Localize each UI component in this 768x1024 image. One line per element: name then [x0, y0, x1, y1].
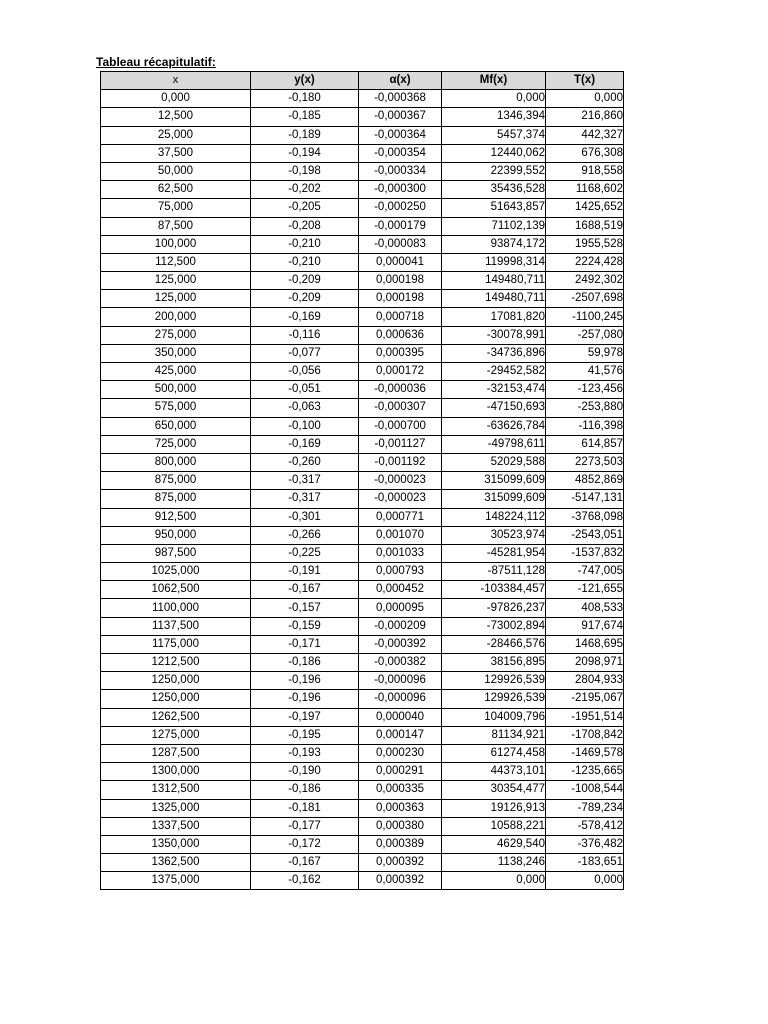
table-row — [101, 144, 624, 162]
cell-alpha: -0,000023 — [359, 490, 442, 508]
cell-alpha: 0,000198 — [359, 290, 442, 308]
table-title: Tableau récapitulatif: — [96, 55, 216, 69]
cell-y: -0,169 — [251, 308, 359, 326]
cell-mf: 12440,062 — [442, 144, 546, 162]
cell-alpha: 0,001070 — [359, 526, 442, 544]
cell-alpha: -0,000250 — [359, 199, 442, 217]
table-row — [101, 708, 624, 726]
cell-x: 112,500 — [101, 253, 251, 271]
cell-x: 0,000 — [101, 90, 251, 108]
cell-t: -2507,698 — [546, 290, 624, 308]
cell-t: 917,674 — [546, 617, 624, 635]
cell-x: 987,500 — [101, 544, 251, 562]
table-row — [101, 599, 624, 617]
cell-alpha: 0,000392 — [359, 872, 442, 890]
cell-y: -0,189 — [251, 126, 359, 144]
table-row — [101, 854, 624, 872]
table-row — [101, 763, 624, 781]
cell-t: 59,978 — [546, 344, 624, 362]
table-header-row — [101, 72, 624, 90]
cell-alpha: 0,000198 — [359, 272, 442, 290]
cell-alpha: 0,000363 — [359, 799, 442, 817]
cell-alpha: 0,000771 — [359, 508, 442, 526]
cell-x: 87,500 — [101, 217, 251, 235]
table-row — [101, 817, 624, 835]
table-row — [101, 672, 624, 690]
cell-y: -0,208 — [251, 217, 359, 235]
table-row — [101, 872, 624, 890]
cell-y: -0,167 — [251, 854, 359, 872]
table-row — [101, 453, 624, 471]
cell-y: -0,194 — [251, 144, 359, 162]
column-header-x: x — [101, 72, 251, 90]
cell-t: 442,327 — [546, 126, 624, 144]
table-row — [101, 654, 624, 672]
cell-mf: 1346,394 — [442, 108, 546, 126]
cell-t: 1168,602 — [546, 181, 624, 199]
cell-alpha: -0,000700 — [359, 417, 442, 435]
cell-t: -121,655 — [546, 581, 624, 599]
cell-y: -0,056 — [251, 363, 359, 381]
cell-t: 0,000 — [546, 872, 624, 890]
cell-mf: 129926,539 — [442, 690, 546, 708]
cell-y: -0,195 — [251, 726, 359, 744]
cell-t: 2224,428 — [546, 253, 624, 271]
cell-x: 950,000 — [101, 526, 251, 544]
cell-y: -0,100 — [251, 417, 359, 435]
cell-mf: 149480,711 — [442, 272, 546, 290]
cell-t: -578,412 — [546, 817, 624, 835]
cell-x: 1337,500 — [101, 817, 251, 835]
cell-y: -0,210 — [251, 235, 359, 253]
cell-x: 1275,000 — [101, 726, 251, 744]
cell-mf: 129926,539 — [442, 672, 546, 690]
cell-mf: 51643,857 — [442, 199, 546, 217]
table-row — [101, 381, 624, 399]
cell-y: -0,260 — [251, 453, 359, 471]
cell-t: -789,234 — [546, 799, 624, 817]
cell-x: 75,000 — [101, 199, 251, 217]
cell-alpha: 0,000718 — [359, 308, 442, 326]
cell-alpha: 0,000380 — [359, 817, 442, 835]
cell-y: -0,063 — [251, 399, 359, 417]
cell-y: -0,202 — [251, 181, 359, 199]
cell-t: 1468,695 — [546, 635, 624, 653]
cell-alpha: -0,000096 — [359, 672, 442, 690]
cell-y: -0,171 — [251, 635, 359, 653]
cell-t: -1469,578 — [546, 744, 624, 762]
cell-mf: 93874,172 — [442, 235, 546, 253]
cell-alpha: -0,000364 — [359, 126, 442, 144]
cell-x: 1250,000 — [101, 690, 251, 708]
cell-t: 216,860 — [546, 108, 624, 126]
table-row — [101, 490, 624, 508]
table-row — [101, 326, 624, 344]
cell-mf: 104009,796 — [442, 708, 546, 726]
cell-mf: -32153,474 — [442, 381, 546, 399]
cell-t: 2273,503 — [546, 453, 624, 471]
cell-alpha: 0,001033 — [359, 544, 442, 562]
column-header-t: T(x) — [546, 72, 624, 90]
cell-y: -0,190 — [251, 763, 359, 781]
cell-t: 676,308 — [546, 144, 624, 162]
cell-alpha: -0,000367 — [359, 108, 442, 126]
cell-y: -0,266 — [251, 526, 359, 544]
cell-x: 1025,000 — [101, 563, 251, 581]
cell-x: 1300,000 — [101, 763, 251, 781]
cell-x: 200,000 — [101, 308, 251, 326]
cell-mf: 148224,112 — [442, 508, 546, 526]
cell-alpha: 0,000291 — [359, 763, 442, 781]
cell-t: -123,456 — [546, 381, 624, 399]
cell-mf: -97826,237 — [442, 599, 546, 617]
cell-mf: 1138,246 — [442, 854, 546, 872]
table-row — [101, 181, 624, 199]
cell-alpha: 0,000172 — [359, 363, 442, 381]
cell-y: -0,167 — [251, 581, 359, 599]
cell-alpha: -0,001127 — [359, 435, 442, 453]
cell-x: 425,000 — [101, 363, 251, 381]
cell-t: -1537,832 — [546, 544, 624, 562]
cell-x: 37,500 — [101, 144, 251, 162]
cell-alpha: -0,000382 — [359, 654, 442, 672]
cell-t: 1425,652 — [546, 199, 624, 217]
cell-x: 100,000 — [101, 235, 251, 253]
cell-y: -0,157 — [251, 599, 359, 617]
cell-mf: -30078,991 — [442, 326, 546, 344]
cell-x: 50,000 — [101, 162, 251, 180]
table-row — [101, 417, 624, 435]
cell-y: -0,198 — [251, 162, 359, 180]
cell-mf: 30354,477 — [442, 781, 546, 799]
cell-t: 2492,302 — [546, 272, 624, 290]
cell-alpha: 0,000147 — [359, 726, 442, 744]
cell-x: 725,000 — [101, 435, 251, 453]
column-header-alpha: α(x) — [359, 72, 442, 90]
cell-t: -1708,842 — [546, 726, 624, 744]
cell-y: -0,210 — [251, 253, 359, 271]
cell-t: 614,857 — [546, 435, 624, 453]
cell-x: 1175,000 — [101, 635, 251, 653]
cell-alpha: -0,001192 — [359, 453, 442, 471]
cell-y: -0,209 — [251, 272, 359, 290]
cell-t: 408,533 — [546, 599, 624, 617]
cell-alpha: -0,000392 — [359, 635, 442, 653]
cell-t: -747,005 — [546, 563, 624, 581]
cell-x: 125,000 — [101, 272, 251, 290]
cell-alpha: 0,000230 — [359, 744, 442, 762]
cell-t: -253,880 — [546, 399, 624, 417]
cell-x: 575,000 — [101, 399, 251, 417]
cell-mf: 61274,458 — [442, 744, 546, 762]
cell-x: 1137,500 — [101, 617, 251, 635]
table-row — [101, 744, 624, 762]
cell-t: -257,080 — [546, 326, 624, 344]
table-row — [101, 726, 624, 744]
cell-y: -0,186 — [251, 654, 359, 672]
cell-t: 2098,971 — [546, 654, 624, 672]
cell-mf: 4629,540 — [442, 835, 546, 853]
cell-alpha: -0,000334 — [359, 162, 442, 180]
cell-x: 275,000 — [101, 326, 251, 344]
cell-x: 350,000 — [101, 344, 251, 362]
table-row — [101, 435, 624, 453]
column-header-y: y(x) — [251, 72, 359, 90]
table-row — [101, 308, 624, 326]
cell-x: 1100,000 — [101, 599, 251, 617]
cell-alpha: 0,000040 — [359, 708, 442, 726]
table-row — [101, 563, 624, 581]
cell-x: 1350,000 — [101, 835, 251, 853]
cell-alpha: 0,000392 — [359, 854, 442, 872]
table-row — [101, 253, 624, 271]
cell-x: 500,000 — [101, 381, 251, 399]
table-row — [101, 290, 624, 308]
cell-t: -116,398 — [546, 417, 624, 435]
table-row — [101, 581, 624, 599]
cell-mf: -45281,954 — [442, 544, 546, 562]
cell-t: 41,576 — [546, 363, 624, 381]
cell-x: 62,500 — [101, 181, 251, 199]
table-row — [101, 363, 624, 381]
cell-alpha: 0,000636 — [359, 326, 442, 344]
cell-t: -376,482 — [546, 835, 624, 853]
cell-x: 912,500 — [101, 508, 251, 526]
cell-mf: 35436,528 — [442, 181, 546, 199]
cell-alpha: -0,000096 — [359, 690, 442, 708]
cell-y: -0,180 — [251, 90, 359, 108]
cell-x: 875,000 — [101, 472, 251, 490]
cell-alpha: 0,000793 — [359, 563, 442, 581]
cell-y: -0,205 — [251, 199, 359, 217]
cell-alpha: -0,000036 — [359, 381, 442, 399]
table-row — [101, 272, 624, 290]
cell-alpha: 0,000041 — [359, 253, 442, 271]
cell-mf: -73002,894 — [442, 617, 546, 635]
cell-x: 25,000 — [101, 126, 251, 144]
cell-y: -0,177 — [251, 817, 359, 835]
cell-mf: 119998,314 — [442, 253, 546, 271]
cell-y: -0,196 — [251, 690, 359, 708]
table-row — [101, 90, 624, 108]
table-body — [101, 90, 624, 890]
cell-t: -183,651 — [546, 854, 624, 872]
cell-y: -0,225 — [251, 544, 359, 562]
cell-y: -0,169 — [251, 435, 359, 453]
cell-t: -3768,098 — [546, 508, 624, 526]
table-row — [101, 162, 624, 180]
cell-y: -0,317 — [251, 472, 359, 490]
cell-t: 1688,519 — [546, 217, 624, 235]
cell-mf: 315099,609 — [442, 472, 546, 490]
table-row — [101, 344, 624, 362]
cell-y: -0,051 — [251, 381, 359, 399]
cell-mf: -34736,896 — [442, 344, 546, 362]
cell-alpha: -0,000083 — [359, 235, 442, 253]
cell-x: 1312,500 — [101, 781, 251, 799]
table-row — [101, 508, 624, 526]
cell-mf: 10588,221 — [442, 817, 546, 835]
table-row — [101, 217, 624, 235]
cell-alpha: -0,000354 — [359, 144, 442, 162]
cell-y: -0,077 — [251, 344, 359, 362]
cell-y: -0,185 — [251, 108, 359, 126]
table-row — [101, 526, 624, 544]
cell-t: 0,000 — [546, 90, 624, 108]
cell-x: 1062,500 — [101, 581, 251, 599]
table-row — [101, 235, 624, 253]
cell-t: -2543,051 — [546, 526, 624, 544]
cell-alpha: 0,000335 — [359, 781, 442, 799]
cell-y: -0,193 — [251, 744, 359, 762]
cell-y: -0,301 — [251, 508, 359, 526]
cell-mf: -29452,582 — [442, 363, 546, 381]
cell-y: -0,196 — [251, 672, 359, 690]
cell-t: 918,558 — [546, 162, 624, 180]
cell-y: -0,181 — [251, 799, 359, 817]
cell-mf: -47150,693 — [442, 399, 546, 417]
cell-mf: 5457,374 — [442, 126, 546, 144]
cell-mf: 0,000 — [442, 872, 546, 890]
cell-mf: 19126,913 — [442, 799, 546, 817]
cell-y: -0,172 — [251, 835, 359, 853]
cell-t: -1100,245 — [546, 308, 624, 326]
cell-t: -1235,665 — [546, 763, 624, 781]
cell-y: -0,197 — [251, 708, 359, 726]
cell-x: 12,500 — [101, 108, 251, 126]
cell-alpha: -0,000307 — [359, 399, 442, 417]
cell-alpha: 0,000389 — [359, 835, 442, 853]
cell-alpha: 0,000395 — [359, 344, 442, 362]
cell-alpha: -0,000179 — [359, 217, 442, 235]
cell-mf: -28466,576 — [442, 635, 546, 653]
cell-mf: -103384,457 — [442, 581, 546, 599]
cell-alpha: 0,000452 — [359, 581, 442, 599]
table-row — [101, 781, 624, 799]
cell-y: -0,116 — [251, 326, 359, 344]
cell-alpha: -0,000023 — [359, 472, 442, 490]
cell-t: -1008,544 — [546, 781, 624, 799]
cell-y: -0,191 — [251, 563, 359, 581]
cell-t: -2195,067 — [546, 690, 624, 708]
cell-x: 1375,000 — [101, 872, 251, 890]
cell-x: 1325,000 — [101, 799, 251, 817]
cell-x: 800,000 — [101, 453, 251, 471]
cell-alpha: -0,000209 — [359, 617, 442, 635]
table-row — [101, 617, 624, 635]
cell-t: -5147,131 — [546, 490, 624, 508]
table-row — [101, 690, 624, 708]
table-row — [101, 544, 624, 562]
table-row — [101, 199, 624, 217]
cell-mf: 81134,921 — [442, 726, 546, 744]
table-row — [101, 126, 624, 144]
cell-alpha: -0,000368 — [359, 90, 442, 108]
cell-mf: 17081,820 — [442, 308, 546, 326]
table-row — [101, 472, 624, 490]
cell-mf: 149480,711 — [442, 290, 546, 308]
cell-mf: 0,000 — [442, 90, 546, 108]
table-row — [101, 635, 624, 653]
cell-mf: 22399,552 — [442, 162, 546, 180]
table-row — [101, 799, 624, 817]
summary-table — [100, 71, 624, 890]
cell-x: 1287,500 — [101, 744, 251, 762]
cell-x: 875,000 — [101, 490, 251, 508]
cell-x: 650,000 — [101, 417, 251, 435]
cell-mf: -87511,128 — [442, 563, 546, 581]
cell-t: 1955,528 — [546, 235, 624, 253]
cell-mf: 71102,139 — [442, 217, 546, 235]
cell-x: 125,000 — [101, 290, 251, 308]
cell-x: 1250,000 — [101, 672, 251, 690]
cell-y: -0,209 — [251, 290, 359, 308]
cell-x: 1262,500 — [101, 708, 251, 726]
cell-y: -0,162 — [251, 872, 359, 890]
cell-x: 1362,500 — [101, 854, 251, 872]
cell-x: 1212,500 — [101, 654, 251, 672]
cell-mf: -63626,784 — [442, 417, 546, 435]
cell-mf: 30523,974 — [442, 526, 546, 544]
cell-t: 4852,869 — [546, 472, 624, 490]
cell-y: -0,159 — [251, 617, 359, 635]
cell-y: -0,317 — [251, 490, 359, 508]
cell-mf: 38156,895 — [442, 654, 546, 672]
cell-mf: 315099,609 — [442, 490, 546, 508]
cell-mf: -49798,611 — [442, 435, 546, 453]
cell-y: -0,186 — [251, 781, 359, 799]
table-row — [101, 108, 624, 126]
cell-mf: 44373,101 — [442, 763, 546, 781]
table-row — [101, 835, 624, 853]
cell-t: -1951,514 — [546, 708, 624, 726]
cell-t: 2804,933 — [546, 672, 624, 690]
table-row — [101, 399, 624, 417]
cell-mf: 52029,588 — [442, 453, 546, 471]
cell-alpha: -0,000300 — [359, 181, 442, 199]
cell-alpha: 0,000095 — [359, 599, 442, 617]
column-header-mf: Mf(x) — [442, 72, 546, 90]
